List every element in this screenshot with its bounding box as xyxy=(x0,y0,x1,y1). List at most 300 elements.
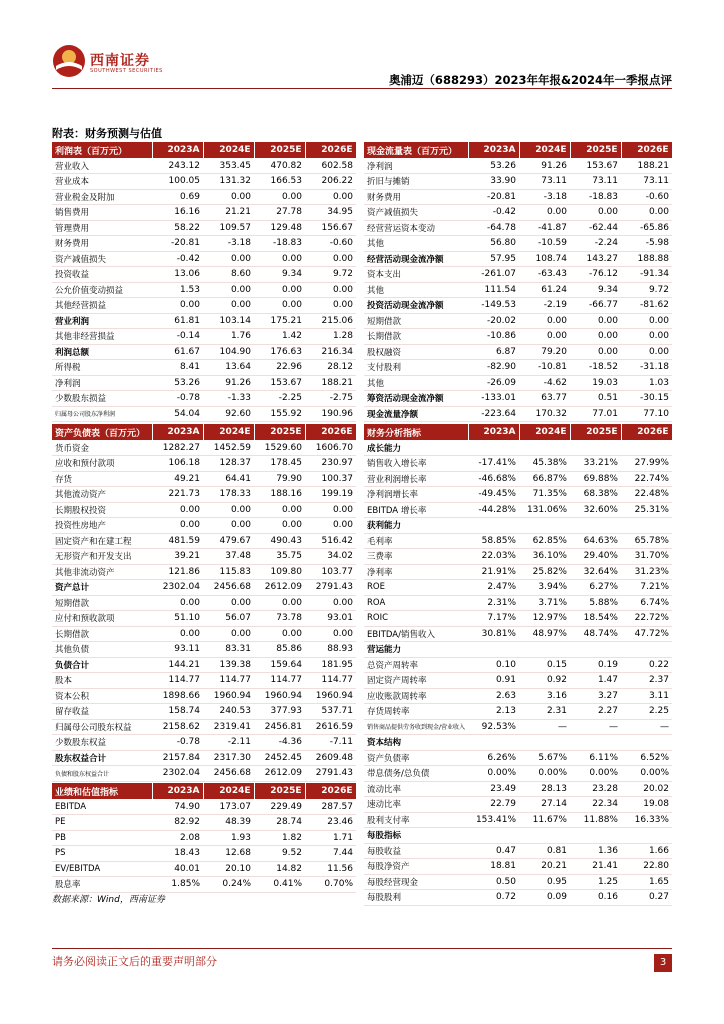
cell-value xyxy=(468,518,519,534)
cell-value: 85.86 xyxy=(254,642,305,658)
cell-value: 0.00 xyxy=(254,518,305,534)
cell-value: 1.25 xyxy=(570,874,621,890)
cell-value: 37.48 xyxy=(203,549,254,565)
cell-value: 31.70% xyxy=(621,549,672,565)
row-label: 销售费用 xyxy=(52,205,152,221)
cell-value: 33.90 xyxy=(468,174,519,190)
cell-value: 58.22 xyxy=(152,220,203,236)
cell-value: -65.86 xyxy=(621,220,672,236)
cell-value: 6.87 xyxy=(468,344,519,360)
cell-value: 115.83 xyxy=(203,564,254,580)
table-row xyxy=(52,533,356,549)
row-label: 净利润 xyxy=(52,375,152,391)
row-label: 营运能力 xyxy=(364,642,468,658)
cell-value: 64.63% xyxy=(570,533,621,549)
cell-value: 92.53% xyxy=(468,719,519,735)
cell-value: -7.11 xyxy=(305,735,356,751)
row-label: 净利率 xyxy=(364,564,468,580)
cell-value: 69.88% xyxy=(570,471,621,487)
cell-value: 22.34 xyxy=(570,797,621,813)
cell-value: 2452.45 xyxy=(254,750,305,766)
year-header: 2026E xyxy=(621,424,672,440)
cell-value: 7.17% xyxy=(468,611,519,627)
financial-ratios-table xyxy=(364,424,673,906)
row-label: 每股净资产 xyxy=(364,859,468,875)
row-label: 资产减值损失 xyxy=(364,205,468,221)
cell-value: 128.37 xyxy=(203,456,254,472)
year-header: 2026E xyxy=(305,142,356,158)
cell-value: 12.97% xyxy=(519,611,570,627)
cell-value: -3.18 xyxy=(519,189,570,205)
row-label: 股息率 xyxy=(52,877,152,893)
row-label: 总资产周转率 xyxy=(364,657,468,673)
row-label: 三费率 xyxy=(364,549,468,565)
table-row xyxy=(364,657,672,673)
cell-value: 0.00 xyxy=(305,282,356,298)
cell-value: 1.42 xyxy=(254,329,305,345)
table-row xyxy=(364,611,672,627)
cell-value: -10.86 xyxy=(468,329,519,345)
cell-value: 23.28 xyxy=(570,781,621,797)
table-row xyxy=(52,518,356,534)
row-label: 营业收入 xyxy=(52,158,152,174)
table-row xyxy=(364,471,672,487)
table-row xyxy=(52,251,356,267)
balance-sheet-table xyxy=(52,424,357,782)
table-row xyxy=(364,251,672,267)
cell-value: 0.00 xyxy=(254,251,305,267)
cell-value: 73.11 xyxy=(570,174,621,190)
cell-value: 1.76 xyxy=(203,329,254,345)
cell-value: 131.32 xyxy=(203,174,254,190)
row-label: 留存收益 xyxy=(52,704,152,720)
row-label: 经营营运资本变动 xyxy=(364,220,468,236)
cell-value: 3.71% xyxy=(519,595,570,611)
cell-value: 0.00 xyxy=(203,518,254,534)
cell-value: 0.22 xyxy=(621,657,672,673)
year-header: 2025E xyxy=(254,424,305,440)
cell-value: -4.36 xyxy=(254,735,305,751)
cell-value: 1606.70 xyxy=(305,440,356,456)
cell-value: 36.10% xyxy=(519,549,570,565)
cell-value: -31.18 xyxy=(621,360,672,376)
cell-value: 0.00 xyxy=(621,313,672,329)
table-row xyxy=(52,626,356,642)
cell-value: 32.60% xyxy=(570,502,621,518)
cell-value: 8.60 xyxy=(203,267,254,283)
cell-value: 230.97 xyxy=(305,456,356,472)
cell-value: 1.85% xyxy=(152,877,203,893)
cell-value: -18.83 xyxy=(570,189,621,205)
cell-value xyxy=(519,518,570,534)
cell-value: 0.27 xyxy=(621,890,672,906)
cell-value: 0.00 xyxy=(621,344,672,360)
cell-value: 20.10 xyxy=(203,861,254,877)
cell-value: 73.78 xyxy=(254,611,305,627)
cell-value: -20.81 xyxy=(152,236,203,252)
row-label: 归属母公司股东权益 xyxy=(52,719,152,735)
cell-value: 221.73 xyxy=(152,487,203,503)
table-row xyxy=(52,158,356,174)
cell-value: 2.63 xyxy=(468,688,519,704)
cell-value: 109.57 xyxy=(203,220,254,236)
table-row xyxy=(52,735,356,751)
cell-value: 0.00 xyxy=(519,313,570,329)
row-label: 现金流量净额 xyxy=(364,406,468,422)
cell-value: 0.72 xyxy=(468,890,519,906)
table-header-row xyxy=(364,142,672,158)
table-row xyxy=(364,440,672,456)
cell-value: 0.19 xyxy=(570,657,621,673)
row-label: 速动比率 xyxy=(364,797,468,813)
table-row xyxy=(364,735,672,751)
cell-value xyxy=(621,440,672,456)
cell-value: 0.92 xyxy=(519,673,570,689)
row-label: 少数股东损益 xyxy=(52,391,152,407)
cell-value: 40.01 xyxy=(152,861,203,877)
cell-value: 19.03 xyxy=(570,375,621,391)
table-row xyxy=(52,815,356,831)
cell-value: -0.42 xyxy=(468,205,519,221)
table-row xyxy=(364,158,672,174)
row-label: 净利润增长率 xyxy=(364,487,468,503)
table-row xyxy=(364,766,672,782)
logo-text: 西南证券 xyxy=(90,53,150,69)
table-row xyxy=(364,298,672,314)
company-logo-icon xyxy=(52,44,86,78)
cell-value: 173.07 xyxy=(203,799,254,815)
cell-value: 114.77 xyxy=(203,673,254,689)
row-label: 货币资金 xyxy=(52,440,152,456)
cell-value: 0.16 xyxy=(570,890,621,906)
cell-value: -0.14 xyxy=(152,329,203,345)
cell-value: 0.00% xyxy=(519,766,570,782)
cell-value: 0.00 xyxy=(305,626,356,642)
cell-value: 153.67 xyxy=(570,158,621,174)
table-row xyxy=(364,859,672,875)
year-header: 2024E xyxy=(203,783,254,799)
row-label: 其他非经营损益 xyxy=(52,329,152,345)
appendix-title: 附表：财务预测与估值 xyxy=(52,127,162,140)
row-label: 短期借款 xyxy=(52,595,152,611)
cell-value xyxy=(621,828,672,844)
cell-value: 58.85% xyxy=(468,533,519,549)
cell-value: 16.33% xyxy=(621,812,672,828)
row-label: 毛利率 xyxy=(364,533,468,549)
table-row xyxy=(364,890,672,906)
cell-value: 9.72 xyxy=(305,267,356,283)
table-row xyxy=(364,549,672,565)
cell-value: 3.27 xyxy=(570,688,621,704)
cell-value: 9.34 xyxy=(254,267,305,283)
table-row xyxy=(364,673,672,689)
year-header: 2023A xyxy=(152,424,203,440)
cell-value: 22.74% xyxy=(621,471,672,487)
cell-value: 3.16 xyxy=(519,688,570,704)
cell-value: 28.74 xyxy=(254,815,305,831)
cell-value: 2302.04 xyxy=(152,766,203,782)
cell-value: 0.00 xyxy=(254,626,305,642)
year-header: 2025E xyxy=(254,783,305,799)
cell-value: 2456.68 xyxy=(203,766,254,782)
cell-value: -18.83 xyxy=(254,236,305,252)
cell-value xyxy=(570,828,621,844)
cell-value: 18.43 xyxy=(152,846,203,862)
cell-value: 22.96 xyxy=(254,360,305,376)
table-row xyxy=(364,236,672,252)
cell-value xyxy=(570,518,621,534)
year-header: 2023A xyxy=(152,783,203,799)
table-header-row xyxy=(364,424,672,440)
cell-value: 0.00 xyxy=(570,313,621,329)
cell-value: -76.12 xyxy=(570,267,621,283)
cell-value xyxy=(621,735,672,751)
source-note: 数据来源：Wind，西南证券 xyxy=(52,895,165,905)
cell-value: 0.00 xyxy=(519,205,570,221)
table-row xyxy=(52,611,356,627)
table-row xyxy=(364,360,672,376)
cell-value: 0.10 xyxy=(468,657,519,673)
table-row xyxy=(364,874,672,890)
row-label: 利润总额 xyxy=(52,344,152,360)
page-number: 3 xyxy=(654,954,672,972)
cell-value: 23.46 xyxy=(305,815,356,831)
cell-value: -2.24 xyxy=(570,236,621,252)
row-label: 资本结构 xyxy=(364,735,468,751)
row-label: 财务费用 xyxy=(364,189,468,205)
cell-value: 481.59 xyxy=(152,533,203,549)
row-label: 股东权益合计 xyxy=(52,750,152,766)
cell-value: 516.42 xyxy=(305,533,356,549)
cell-value: 114.77 xyxy=(254,673,305,689)
cell-value: 188.21 xyxy=(305,375,356,391)
row-label: 每股指标 xyxy=(364,828,468,844)
table-row xyxy=(52,174,356,190)
cell-value: 537.71 xyxy=(305,704,356,720)
cell-value: 22.48% xyxy=(621,487,672,503)
cell-value: 377.93 xyxy=(254,704,305,720)
cell-value: 27.99% xyxy=(621,456,672,472)
cell-value: 74.90 xyxy=(152,799,203,815)
table-row xyxy=(364,502,672,518)
cell-value: 2.37 xyxy=(621,673,672,689)
row-label: PB xyxy=(52,830,152,846)
row-label: ROA xyxy=(364,595,468,611)
row-label: 股本 xyxy=(52,673,152,689)
cell-value: 56.07 xyxy=(203,611,254,627)
row-label: 应收和预付款项 xyxy=(52,456,152,472)
row-label: 长期借款 xyxy=(52,626,152,642)
table-row xyxy=(364,189,672,205)
cell-value: 9.34 xyxy=(570,282,621,298)
cell-value xyxy=(570,440,621,456)
year-header: 2025E xyxy=(570,142,621,158)
table-row xyxy=(52,313,356,329)
cell-value: 2791.43 xyxy=(305,766,356,782)
cell-value: 48.74% xyxy=(570,626,621,642)
cell-value: 188.21 xyxy=(621,158,672,174)
cell-value: 61.24 xyxy=(519,282,570,298)
cell-value: 170.32 xyxy=(519,406,570,422)
cell-value: 62.85% xyxy=(519,533,570,549)
cell-value: 6.27% xyxy=(570,580,621,596)
cell-value: -30.15 xyxy=(621,391,672,407)
year-header: 2024E xyxy=(519,142,570,158)
cell-value: -0.78 xyxy=(152,391,203,407)
table-row xyxy=(364,564,672,580)
cell-value: 11.67% xyxy=(519,812,570,828)
cell-value: 77.01 xyxy=(570,406,621,422)
cell-value: 178.33 xyxy=(203,487,254,503)
year-header: 2025E xyxy=(570,424,621,440)
year-header: 2023A xyxy=(152,142,203,158)
table-row xyxy=(364,533,672,549)
cell-value: -3.18 xyxy=(203,236,254,252)
table-row xyxy=(52,580,356,596)
cell-value: -18.52 xyxy=(570,360,621,376)
cell-value: 0.00 xyxy=(254,298,305,314)
table-row xyxy=(364,174,672,190)
cell-value xyxy=(519,440,570,456)
table-row xyxy=(52,189,356,205)
table-row xyxy=(52,205,356,221)
cell-value: -261.07 xyxy=(468,267,519,283)
cell-value: 0.51 xyxy=(570,391,621,407)
cell-value: 33.21% xyxy=(570,456,621,472)
table-header-row xyxy=(52,783,356,799)
table-row xyxy=(52,344,356,360)
cell-value: 11.56 xyxy=(305,861,356,877)
table-row xyxy=(52,595,356,611)
cell-value: 82.92 xyxy=(152,815,203,831)
row-label: 销售收入增长率 xyxy=(364,456,468,472)
year-header: 2025E xyxy=(254,142,305,158)
cell-value: 21.41 xyxy=(570,859,621,875)
cell-value: 139.38 xyxy=(203,657,254,673)
cell-value: -66.77 xyxy=(570,298,621,314)
row-label: EBITDA/销售收入 xyxy=(364,626,468,642)
table-row xyxy=(364,812,672,828)
cell-value: 77.10 xyxy=(621,406,672,422)
row-label: 应收账款周转率 xyxy=(364,688,468,704)
cell-value: -20.81 xyxy=(468,189,519,205)
row-label: 营业税金及附加 xyxy=(52,189,152,205)
cell-value: 28.12 xyxy=(305,360,356,376)
cell-value: 25.82% xyxy=(519,564,570,580)
table-row xyxy=(52,750,356,766)
cell-value: -91.34 xyxy=(621,267,672,283)
table-row xyxy=(52,487,356,503)
table-row xyxy=(364,313,672,329)
cell-value: 178.45 xyxy=(254,456,305,472)
table-row xyxy=(52,861,356,877)
cell-value: 106.18 xyxy=(152,456,203,472)
table-row xyxy=(364,719,672,735)
row-label: ROE xyxy=(364,580,468,596)
cell-value xyxy=(621,518,672,534)
cell-value: 73.11 xyxy=(519,174,570,190)
cell-value: 2616.59 xyxy=(305,719,356,735)
cell-value: 92.60 xyxy=(203,406,254,422)
cell-value: -2.11 xyxy=(203,735,254,751)
cell-value: 2302.04 xyxy=(152,580,203,596)
cell-value: -26.09 xyxy=(468,375,519,391)
cell-value: 1.82 xyxy=(254,830,305,846)
cell-value: 2158.62 xyxy=(152,719,203,735)
cell-value: 1.71 xyxy=(305,830,356,846)
row-label: 存货 xyxy=(52,471,152,487)
year-header: 2026E xyxy=(305,424,356,440)
cell-value: -82.90 xyxy=(468,360,519,376)
cell-value: 0.00 xyxy=(570,344,621,360)
cell-value: 121.86 xyxy=(152,564,203,580)
table-row xyxy=(52,375,356,391)
row-label: 资产减值损失 xyxy=(52,251,152,267)
table-row xyxy=(52,766,356,782)
row-label: 每股经营现金 xyxy=(364,874,468,890)
year-header: 2026E xyxy=(305,783,356,799)
cell-value: 0.50 xyxy=(468,874,519,890)
row-label: 获利能力 xyxy=(364,518,468,534)
cell-value: 93.01 xyxy=(305,611,356,627)
cell-value: 1452.59 xyxy=(203,440,254,456)
cell-value: 5.88% xyxy=(570,595,621,611)
row-label: 资产负债率 xyxy=(364,750,468,766)
cell-value: 100.05 xyxy=(152,174,203,190)
table-row xyxy=(52,877,356,893)
cell-value: 28.13 xyxy=(519,781,570,797)
cell-value: 0.00 xyxy=(305,502,356,518)
cell-value: 16.16 xyxy=(152,205,203,221)
cell-value: 3.11 xyxy=(621,688,672,704)
row-label: 固定资产和在建工程 xyxy=(52,533,152,549)
table-row xyxy=(52,673,356,689)
table-row xyxy=(52,799,356,815)
cell-value: 53.26 xyxy=(468,158,519,174)
row-label: 长期股权投资 xyxy=(52,502,152,518)
cell-value: 1282.27 xyxy=(152,440,203,456)
cell-value: 2.25 xyxy=(621,704,672,720)
cell-value: 7.44 xyxy=(305,846,356,862)
row-label: 股权融资 xyxy=(364,344,468,360)
table-row xyxy=(52,688,356,704)
cell-value: -4.62 xyxy=(519,375,570,391)
row-label: 无形资产和开发支出 xyxy=(52,549,152,565)
cell-value: 19.08 xyxy=(621,797,672,813)
row-label: 资产总计 xyxy=(52,580,152,596)
cell-value: 1960.94 xyxy=(254,688,305,704)
cell-value: -49.45% xyxy=(468,487,519,503)
table-row xyxy=(52,220,356,236)
table-row xyxy=(52,298,356,314)
cell-value: 1898.66 xyxy=(152,688,203,704)
cell-value: 602.58 xyxy=(305,158,356,174)
cell-value: 155.92 xyxy=(254,406,305,422)
table-row xyxy=(364,828,672,844)
cell-value xyxy=(468,735,519,751)
cell-value: 9.52 xyxy=(254,846,305,862)
cell-value: 83.31 xyxy=(203,642,254,658)
table-row xyxy=(364,595,672,611)
cell-value: 35.75 xyxy=(254,549,305,565)
row-label: 带息债务/总负债 xyxy=(364,766,468,782)
cell-value: 0.00 xyxy=(203,282,254,298)
cell-value: 2.31% xyxy=(468,595,519,611)
row-label: EV/EBITDA xyxy=(52,861,152,877)
cell-value: 91.26 xyxy=(203,375,254,391)
table-title: 资产负债表（百万元） xyxy=(52,424,152,440)
cell-value: 25.31% xyxy=(621,502,672,518)
